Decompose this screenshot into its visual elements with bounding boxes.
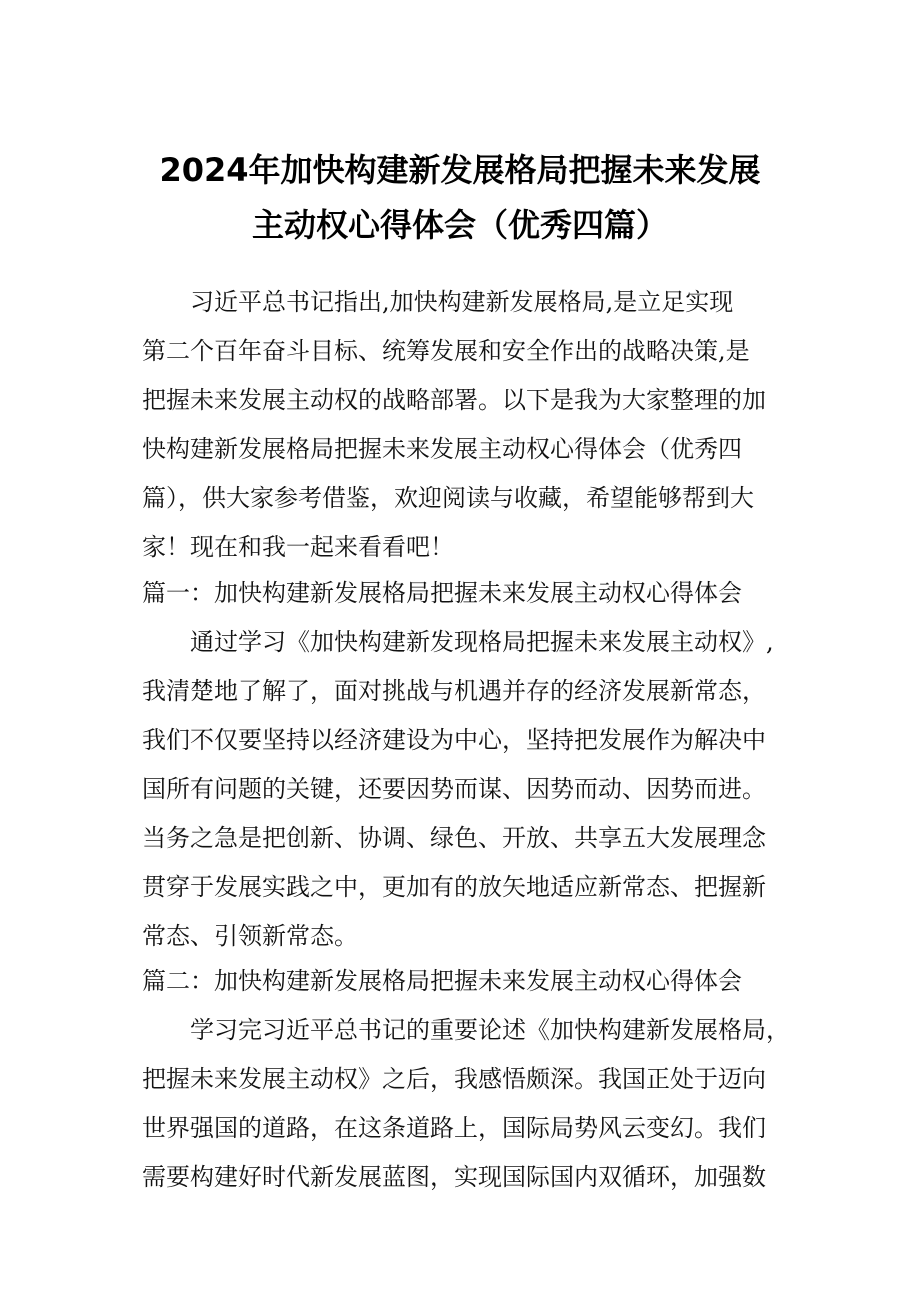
section-two-line-1: 学习完习近平总书记的重要论述《加快构建新发展格局，: [190, 1016, 790, 1044]
section-two-heading: 篇二：加快构建新发展格局把握未来发展主动权心得体会: [142, 967, 742, 995]
intro-line-2: 第二个百年奋斗目标、统筹发展和安全作出的战略决策,是: [142, 337, 750, 365]
section-one-line-7: 常态、引领新常态。: [142, 922, 358, 950]
section-one-line-2: 我清楚地了解了，面对挑战与机遇并存的经济发展新常态，: [142, 677, 766, 705]
section-one-line-1: 通过学习《加快构建新发现格局把握未来发展主动权》,: [190, 628, 774, 656]
section-two-line-2: 把握未来发展主动权》之后，我感悟颇深。我国正处于迈向: [142, 1065, 766, 1093]
document-title-line-2: 主动权心得体会（优秀四篇）: [251, 206, 668, 244]
document-title-line-1: 2024年加快构建新发展格局把握未来发展: [159, 151, 761, 189]
section-two-line-3: 世界强国的道路，在这条道路上，国际局势风云变幻。我们: [142, 1114, 766, 1142]
section-two-line-4: 需要构建好时代新发展蓝图，实现国际国内双循环，加强数: [142, 1163, 766, 1191]
section-one-line-3: 我们不仅要坚持以经济建设为中心，坚持把发展作为解决中: [142, 726, 766, 754]
intro-line-4: 快构建新发展格局把握未来发展主动权心得体会（优秀四: [142, 435, 742, 463]
intro-line-1: 习近平总书记指出,加快构建新发展格局,是立足实现: [190, 288, 734, 316]
section-one-heading: 篇一：加快构建新发展格局把握未来发展主动权心得体会: [142, 579, 742, 607]
intro-line-6: 家！现在和我一起来看看吧！: [142, 533, 454, 561]
section-one-line-6: 贯穿于发展实践之中，更加有的放矢地适应新常态、把握新: [142, 873, 766, 901]
intro-line-3: 把握未来发展主动权的战略部署。以下是我为大家整理的加: [142, 386, 766, 414]
intro-line-5: 篇），供大家参考借鉴，欢迎阅读与收藏，希望能够帮到大: [142, 484, 754, 512]
section-one-line-4: 国所有问题的关键，还要因势而谋、因势而动、因势而进。: [142, 775, 766, 803]
section-one-line-5: 当务之急是把创新、协调、绿色、开放、共享五大发展理念: [142, 824, 766, 852]
